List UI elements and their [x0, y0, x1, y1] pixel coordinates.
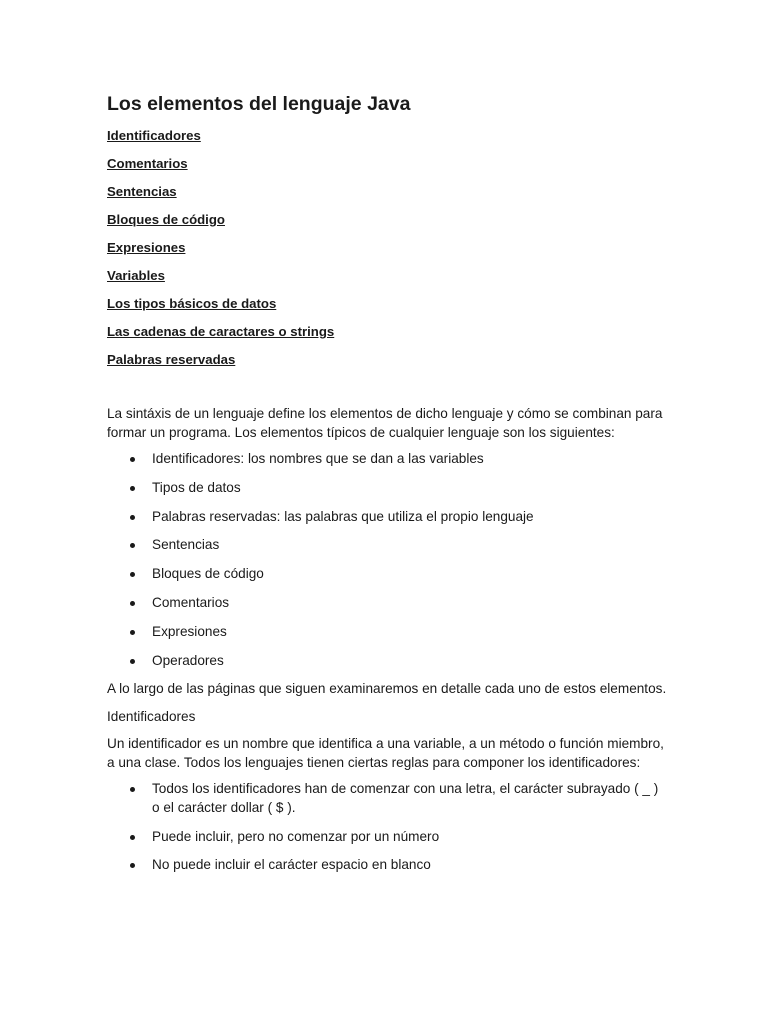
document-page [107, 90, 667, 885]
section-heading: Identificadores [107, 708, 196, 724]
page-title: Los elementos del lenguaje Java [107, 93, 411, 115]
toc-item-palabras-reservadas [107, 346, 667, 374]
toc-link-variables[interactable]: Variables [107, 268, 165, 283]
list-item: Comentarios [107, 594, 667, 613]
list-item: Palabras reservadas: las palabras que utiliza el propio lenguaje [107, 508, 667, 527]
toc-link-cadenas[interactable]: Las cadenas de caractares o strings [107, 324, 335, 339]
toc-item-expresiones [107, 234, 667, 262]
rules-list [107, 780, 667, 875]
list-item: Puede incluir, pero no comenzar por un número [107, 828, 667, 847]
intro-paragraph: La sintáxis de un lenguaje define los elementos de dicho lenguaje y cómo se combinan para formar un programa. Los elementos típicos de cualquier lenguaje son los siguientes: [107, 406, 663, 440]
list-item: Expresiones [107, 623, 667, 642]
toc-link-identificadores[interactable]: Identificadores [107, 128, 201, 143]
toc-item-variables [107, 262, 667, 290]
toc-link-tipos-basicos[interactable]: Los tipos básicos de datos [107, 296, 277, 311]
section-paragraph: Un identificador es un nombre que identifica a una variable, a un método o función miembro, a una clase. Todos los lenguajes tienen ciertas reglas para componer los identificadores: [107, 736, 664, 770]
toc-item-comentarios [107, 150, 667, 178]
toc-link-comentarios[interactable]: Comentarios [107, 156, 188, 171]
toc-item-identificadores [107, 122, 667, 150]
list-item: Todos los identificadores han de comenzar con una letra, el carácter subrayado ( _ ) o el carácter dollar ( $ ). [107, 780, 667, 817]
list-item: Sentencias [107, 536, 667, 555]
list-item: Bloques de código [107, 565, 667, 584]
toc-item-tipos-basicos [107, 290, 667, 318]
toc-link-sentencias[interactable]: Sentencias [107, 184, 177, 199]
table-of-contents [107, 122, 667, 374]
toc-link-bloques-de-codigo[interactable]: Bloques de código [107, 212, 225, 227]
toc-item-bloques [107, 206, 667, 234]
toc-item-sentencias [107, 178, 667, 206]
list-item: No puede incluir el carácter espacio en blanco [107, 856, 667, 875]
list-item: Operadores [107, 652, 667, 671]
list-item: Identificadores: los nombres que se dan a las variables [107, 450, 667, 469]
closing-paragraph: A lo largo de las páginas que siguen examinaremos en detalle cada uno de estos elementos. [107, 681, 667, 697]
elements-list [107, 450, 667, 670]
toc-link-expresiones[interactable]: Expresiones [107, 240, 186, 255]
toc-item-cadenas [107, 318, 667, 346]
list-item: Tipos de datos [107, 479, 667, 498]
toc-link-palabras-reservadas[interactable]: Palabras reservadas [107, 352, 236, 367]
